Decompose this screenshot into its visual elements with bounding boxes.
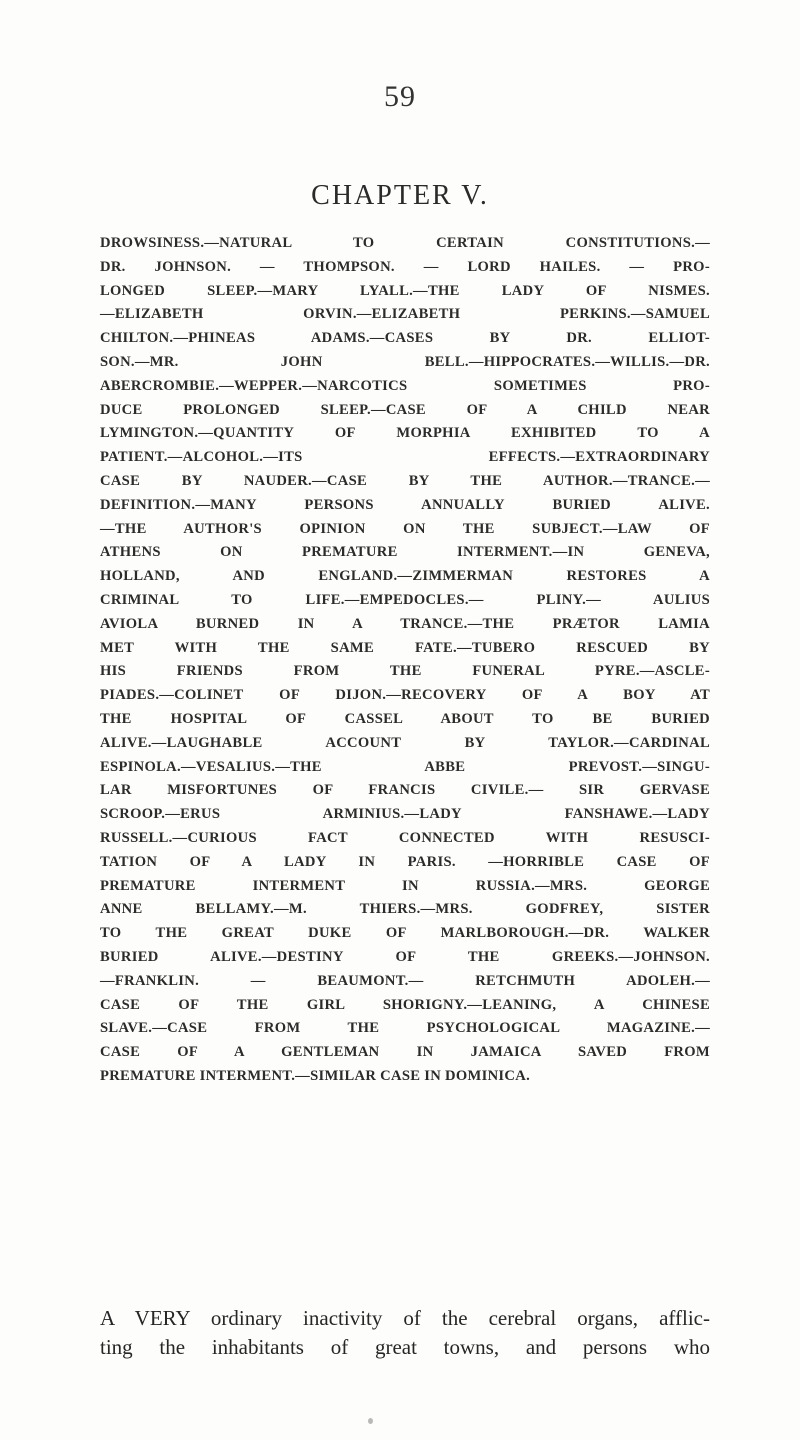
synopsis-line: CRIMINAL TO LIFE.—EMPEDOCLES.— PLINY.— AULIUS (100, 591, 710, 608)
synopsis-line: MET WITH THE SAME FATE.—TUBERO RESCUED BY (100, 639, 710, 656)
synopsis-line: BURIED ALIVE.—DESTINY OF THE GREEKS.—JOHNSON. (100, 948, 710, 965)
synopsis-line: —THE AUTHOR'S OPINION ON THE SUBJECT.—LAW OF (100, 520, 710, 537)
synopsis-line: THE HOSPITAL OF CASSEL ABOUT TO BE BURIED (100, 710, 710, 727)
chapter-synopsis (100, 232, 710, 1089)
synopsis-line: DEFINITION.—MANY PERSONS ANNUALLY BURIED ALIVE. (100, 496, 710, 513)
body-line: A VERY ordinary inactivity of the cerebral organs, afflic- (100, 1306, 710, 1330)
synopsis-line: AVIOLA BURNED IN A TRANCE.—THE PRÆTOR LAMIA (100, 615, 710, 632)
synopsis-line: ALIVE.—LAUGHABLE ACCOUNT BY TAYLOR.—CARDINAL (100, 734, 710, 751)
synopsis-line: CHILTON.—PHINEAS ADAMS.—CASES BY DR. ELLIOT- (100, 330, 710, 347)
synopsis-line: PREMATURE INTERMENT IN RUSSIA.—MRS. GEORGE (100, 877, 710, 894)
synopsis-line: CASE BY NAUDER.—CASE BY THE AUTHOR.—TRANCE.— (100, 472, 710, 489)
synopsis-line: DUCE PROLONGED SLEEP.—CASE OF A CHILD NEAR (100, 401, 710, 418)
body-paragraph (100, 1304, 710, 1362)
chapter-heading: CHAPTER V. (311, 180, 489, 211)
synopsis-line: ABERCROMBIE.—WEPPER.—NARCOTICS SOMETIMES PRO- (100, 377, 710, 394)
synopsis-line: PREMATURE INTERMENT.—SIMILAR CASE IN DOMINICA. (100, 1067, 531, 1084)
synopsis-line: HIS FRIENDS FROM THE FUNERAL PYRE.—ASCLE- (100, 663, 710, 680)
synopsis-line: CASE OF THE GIRL SHORIGNY.—LEANING, A CHINESE (100, 996, 710, 1013)
synopsis-line: LYMINGTON.—QUANTITY OF MORPHIA EXHIBITED TO A (100, 425, 710, 442)
synopsis-line: PIADES.—COLINET OF DIJON.—RECOVERY OF A BOY AT (100, 687, 710, 704)
synopsis-line: CASE OF A GENTLEMAN IN JAMAICA SAVED FROM (100, 1044, 710, 1061)
synopsis-line: TATION OF A LADY IN PARIS. —HORRIBLE CASE OF (100, 853, 710, 870)
synopsis-line: —FRANKLIN. — BEAUMONT.— RETCHMUTH ADOLEH.— (100, 972, 710, 989)
synopsis-line: DR. JOHNSON. — THOMPSON. — LORD HAILES. — PRO- (100, 258, 710, 275)
body-line: ting the inhabitants of great towns, and persons who (100, 1335, 710, 1359)
synopsis-line: ANNE BELLAMY.—M. THIERS.—MRS. GODFREY, SISTER (100, 901, 710, 918)
synopsis-line: SCROOP.—ERUS ARMINIUS.—LADY FANSHAWE.—LADY (100, 806, 710, 823)
synopsis-line: SON.—MR. JOHN BELL.—HIPPOCRATES.—WILLIS.—DR. (100, 353, 710, 370)
synopsis-line: RUSSELL.—CURIOUS FACT CONNECTED WITH RESUSCI- (100, 829, 710, 846)
synopsis-line: HOLLAND, AND ENGLAND.—ZIMMERMAN RESTORES A (100, 568, 710, 585)
synopsis-line: SLAVE.—CASE FROM THE PSYCHOLOGICAL MAGAZINE.— (100, 1020, 710, 1037)
synopsis-line: TO THE GREAT DUKE OF MARLBOROUGH.—DR. WALKER (100, 925, 710, 942)
page-number: 59 (384, 80, 416, 113)
synopsis-line: PATIENT.—ALCOHOL.—ITS EFFECTS.—EXTRAORDINARY (100, 449, 710, 466)
ink-speck (368, 1418, 373, 1424)
synopsis-line: —ELIZABETH ORVIN.—ELIZABETH PERKINS.—SAMUEL (100, 306, 710, 323)
synopsis-line: ESPINOLA.—VESALIUS.—THE ABBE PREVOST.—SINGU- (100, 758, 710, 775)
synopsis-line: LAR MISFORTUNES OF FRANCIS CIVILE.— SIR GERVASE (100, 782, 710, 799)
synopsis-line: ATHENS ON PREMATURE INTERMENT.—IN GENEVA, (100, 544, 710, 561)
synopsis-line: LONGED SLEEP.—MARY LYALL.—THE LADY OF NISMES. (100, 282, 710, 299)
synopsis-line: DROWSINESS.—NATURAL TO CERTAIN CONSTITUTIONS.— (100, 235, 710, 251)
